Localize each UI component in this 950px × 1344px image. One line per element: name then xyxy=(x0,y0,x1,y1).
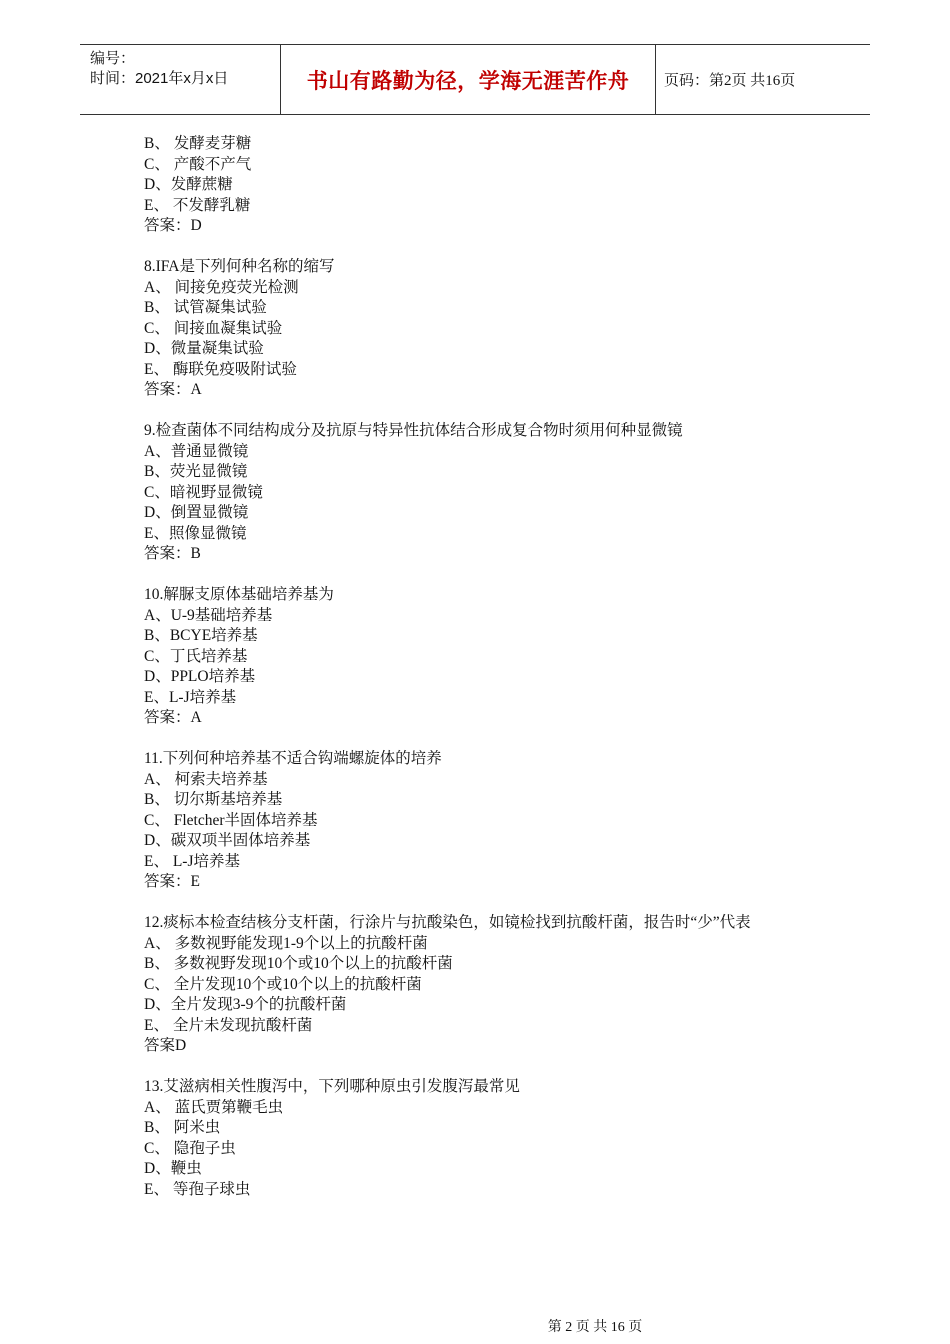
question-title: 9.检查菌体不同结构成分及抗原与特异性抗体结合形成复合物时须用何种显微镜 xyxy=(144,422,683,439)
page-footer: 第 2 页 共 16 页 xyxy=(547,1320,643,1335)
option-item: B、 发酵麦芽糖 xyxy=(144,135,252,152)
option-item: C、 Fletcher半固体培养基 xyxy=(144,811,318,829)
option-item: E、 不发酵乳糖 xyxy=(144,196,251,214)
option-item: B、 切尔斯基培养基 xyxy=(144,791,283,808)
option-item: B、 阿米虫 xyxy=(144,1119,221,1136)
option-item: A、U-9基础培养基 xyxy=(144,606,273,624)
question-block xyxy=(144,134,814,237)
option-item: C、 隐孢子虫 xyxy=(144,1139,236,1157)
question-block xyxy=(144,257,814,401)
option-item: A、 多数视野能发现1-9个以上的抗酸杆菌 xyxy=(144,934,428,952)
page-header xyxy=(80,44,870,115)
option-item: C、暗视野显微镜 xyxy=(144,483,263,501)
option-item: E、照像显微镜 xyxy=(144,524,247,542)
option-item: E、 L-J培养基 xyxy=(144,852,241,870)
option-item: C、 产酸不产气 xyxy=(144,155,252,173)
answer-line: 答案D xyxy=(144,1037,187,1054)
question-title: 12.痰标本检查结核分支杆菌，行涂片与抗酸染色，如镜检找到抗酸杆菌，报告时“少”代表 xyxy=(144,914,751,931)
option-item: B、BCYE培养基 xyxy=(144,627,258,644)
question-block xyxy=(144,585,814,729)
option-item: C、 全片发现10个或10个以上的抗酸杆菌 xyxy=(144,975,422,993)
option-item: C、 间接血凝集试验 xyxy=(144,319,283,337)
option-item: D、鞭虫 xyxy=(144,1160,202,1177)
question-title: 8.IFA是下列何种名称的缩写 xyxy=(144,258,335,275)
option-item: E、 酶联免疫吸附试验 xyxy=(144,360,297,378)
option-item: D、全片发现3-9个的抗酸杆菌 xyxy=(144,996,347,1013)
option-item: D、发酵蔗糖 xyxy=(144,176,233,193)
page-label: 页码：第2页 共16页 xyxy=(664,73,796,89)
option-item: A、 间接免疫荧光检测 xyxy=(144,278,299,296)
date-label: 时间：2021年x月x日 xyxy=(90,70,229,87)
question-title: 10.解脲支原体基础培养基为 xyxy=(144,586,334,603)
answer-line: 答案：A xyxy=(144,709,202,726)
question-title: 11.下列何种培养基不适合钩端螺旋体的培养 xyxy=(144,750,442,767)
question-title: 13.艾滋病相关性腹泻中，下列哪种原虫引发腹泻最常见 xyxy=(144,1078,520,1095)
option-item: A、普通显微镜 xyxy=(144,442,249,460)
option-item: D、微量凝集试验 xyxy=(144,340,264,357)
answer-line: 答案：A xyxy=(144,381,202,398)
question-block xyxy=(144,421,814,565)
option-item: D、倒置显微镜 xyxy=(144,504,249,521)
option-item: E、 全片未发现抗酸杆菌 xyxy=(144,1016,313,1034)
option-item: B、 试管凝集试验 xyxy=(144,299,267,316)
option-item: B、荧光显微镜 xyxy=(144,463,248,480)
option-item: D、碳双项半固体培养基 xyxy=(144,832,311,849)
question-block xyxy=(144,749,814,893)
option-item: C、丁氏培养基 xyxy=(144,647,248,665)
option-item: D、PPLO培养基 xyxy=(144,668,256,685)
question-block xyxy=(144,1077,814,1200)
header-motto-cell xyxy=(281,45,656,114)
answer-line: 答案：E xyxy=(144,873,200,890)
answer-line: 答案：D xyxy=(144,217,202,234)
number-label: 编号： xyxy=(90,50,136,67)
answer-line: 答案：B xyxy=(144,545,201,562)
motto: 书山有路勤为径，学海无涯苦作舟 xyxy=(306,68,630,93)
option-item: A、 蓝氏贾第鞭毛虫 xyxy=(144,1098,284,1116)
option-item: B、 多数视野发现10个或10个以上的抗酸杆菌 xyxy=(144,955,453,972)
question-list xyxy=(144,134,814,1221)
question-block xyxy=(144,913,814,1057)
option-item: A、 柯索夫培养基 xyxy=(144,770,268,788)
header-meta xyxy=(80,45,281,114)
header-page-cell xyxy=(656,45,870,114)
option-item: E、 等孢子球虫 xyxy=(144,1180,251,1198)
option-item: E、L-J培养基 xyxy=(144,688,237,706)
